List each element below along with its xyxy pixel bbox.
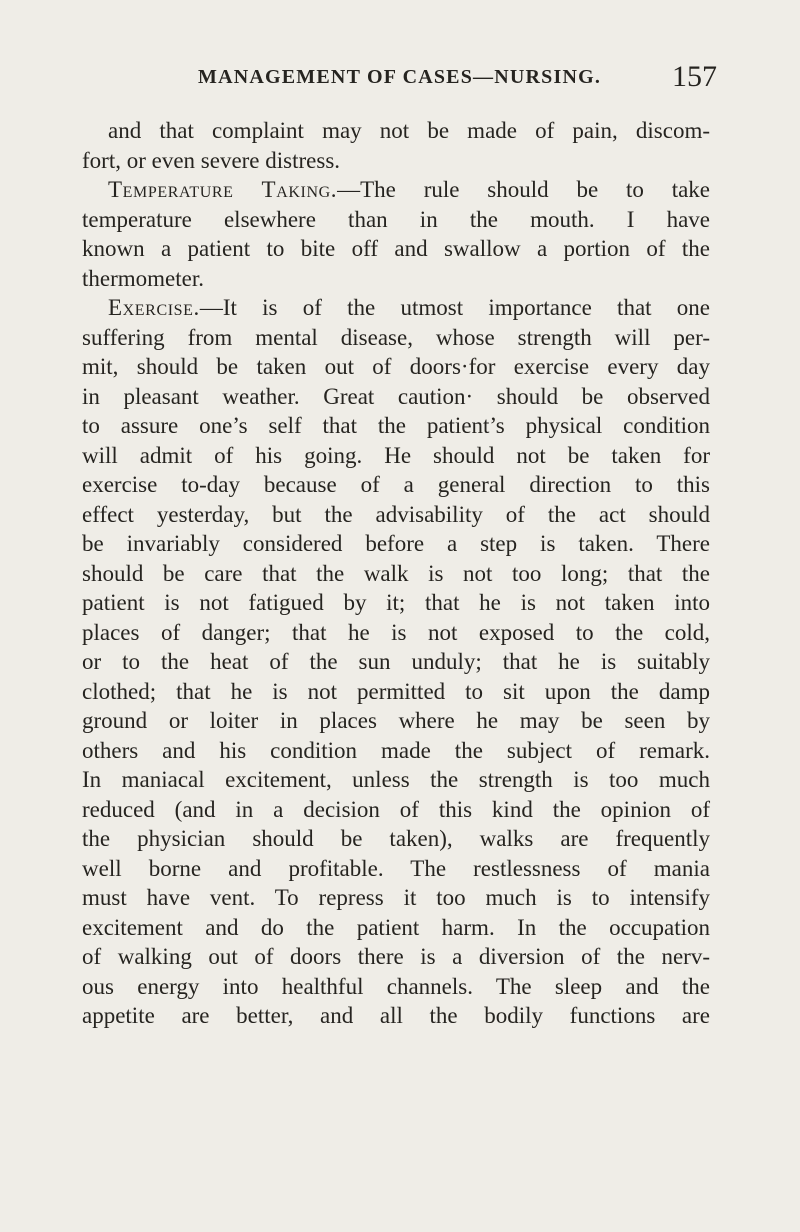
- page-header: [0, 58, 800, 98]
- text-line: suffering from mental disease, whose strength will per-: [82, 324, 710, 350]
- text-line: should be care that the walk is not too long; that the: [82, 560, 710, 586]
- text-line: be invariably considered before a step is taken. There: [82, 531, 710, 556]
- text-line: effect yesterday, but the advisability of the act should: [82, 501, 710, 527]
- text-line: mit, should be taken out of doors·for exercise every day: [82, 354, 710, 379]
- text-line: of walking out of doors there is a diversion of the nerv-: [82, 944, 710, 969]
- text-line: ous energy into healthful channels. The sleep and the: [82, 973, 710, 999]
- text-line: to assure one’s self that the patient’s physical condition: [82, 413, 710, 438]
- text-line: thermometer.: [82, 265, 204, 291]
- page-number: 157: [672, 60, 717, 93]
- text-line: places of danger; that he is not exposed to the cold,: [82, 619, 710, 645]
- text-line: fort, or even severe distress.: [82, 147, 341, 173]
- running-head: MANAGEMENT OF CASES—NURSING.: [198, 66, 602, 88]
- body-text: [82, 116, 710, 1031]
- section-heading-temperature-taking: Temperature Taking.: [108, 177, 338, 202]
- text-line: temperature elsewhere than in the mouth. I have: [82, 206, 710, 232]
- text-line: clothed; that he is not permitted to sit upon the damp: [82, 678, 710, 704]
- text-line: others and his condition made the subject of remark.: [82, 737, 710, 763]
- text-line: excitement and do the patient harm. In the occupation: [82, 914, 710, 940]
- text-line: ground or loiter in places where he may be seen by: [82, 708, 710, 733]
- text-line: exercise to-day because of a general direction to this: [82, 472, 710, 497]
- text-line: the physician should be taken), walks are frequently: [82, 826, 710, 851]
- text-line: or to the heat of the sun unduly; that he is suitably: [82, 649, 710, 674]
- text-line: reduced (and in a decision of this kind the opinion of: [82, 796, 710, 822]
- text-line: will admit of his going. He should not be taken for: [82, 442, 710, 468]
- text-line: in pleasant weather. Great caution· should be observed: [82, 383, 710, 409]
- text-line: appetite are better, and all the bodily functions are: [82, 1003, 710, 1028]
- line-text: —It is of the utmost importance that one: [199, 295, 710, 320]
- text-line: [82, 175, 710, 205]
- text-line: and that complaint may not be made of pain, discom-: [108, 118, 710, 143]
- line-text: —The rule should be to take: [337, 177, 710, 202]
- text-line: known a patient to bite off and swallow a portion of the: [82, 236, 710, 261]
- text-line: must have vent. To repress it too much is to intensify: [82, 885, 710, 910]
- text-line: well borne and profitable. The restlessness of mania: [82, 855, 710, 881]
- section-heading-exercise: Exercise.: [108, 295, 200, 320]
- text-line: [82, 293, 710, 323]
- text-line: patient is not fatigued by it; that he is not taken into: [82, 590, 710, 615]
- text-line: In maniacal excitement, unless the strength is too much: [82, 767, 710, 792]
